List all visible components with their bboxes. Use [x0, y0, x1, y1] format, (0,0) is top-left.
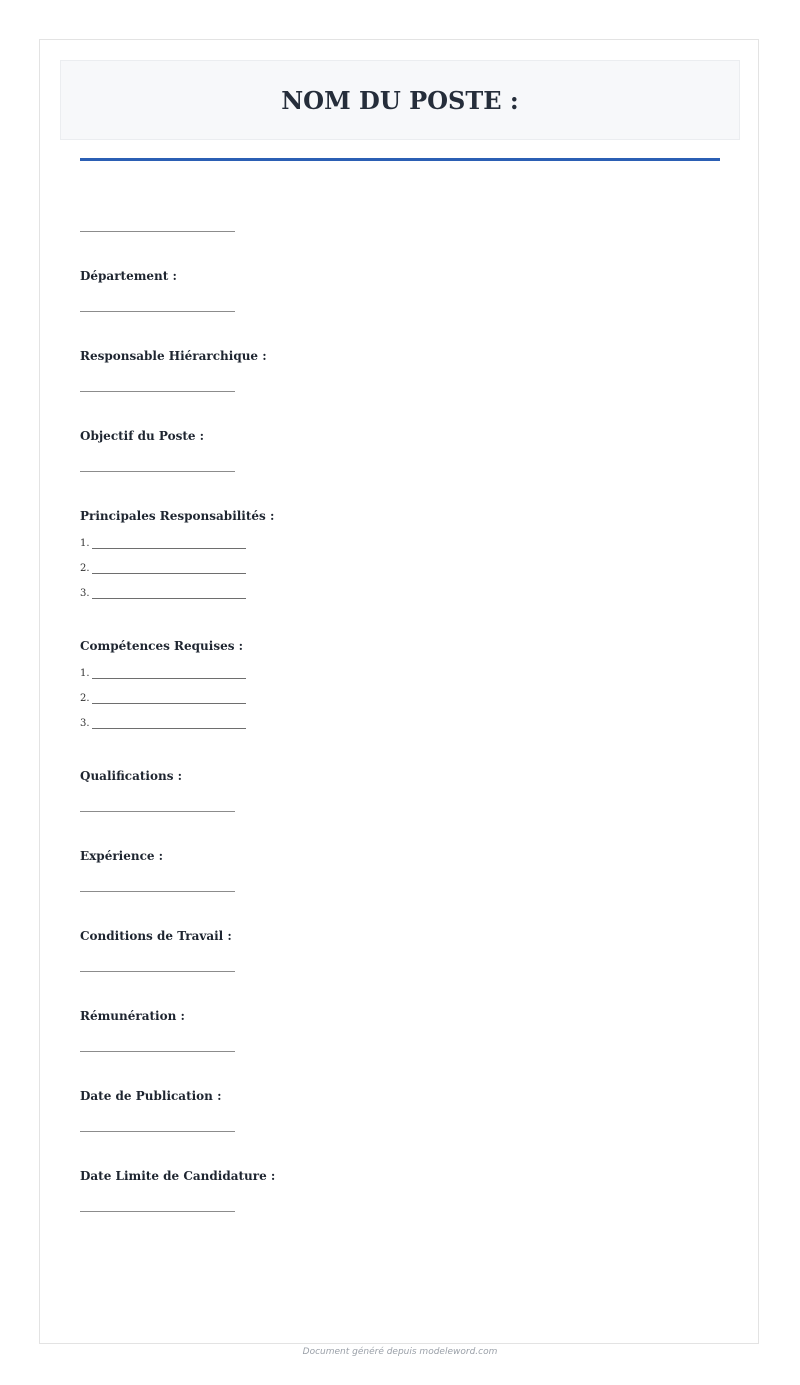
list-item-line[interactable] [92, 668, 246, 679]
field-label-date-limite: Date Limite de Candidature : [80, 1169, 276, 1183]
field-label-conditions: Conditions de Travail : [80, 929, 232, 943]
list-item[interactable] [80, 718, 246, 732]
list-item-line[interactable] [92, 718, 246, 729]
field-label-responsabilites: Principales Responsabilités : [80, 509, 275, 523]
field-line-qualifications[interactable] [80, 811, 235, 812]
list-item[interactable] [80, 693, 246, 707]
list-item-line[interactable] [92, 693, 246, 704]
field-line-date-limite[interactable] [80, 1211, 235, 1212]
field-label-date-publication: Date de Publication : [80, 1089, 222, 1103]
list-item[interactable] [80, 563, 246, 577]
field-line-date-publication[interactable] [80, 1131, 235, 1132]
list-item[interactable] [80, 538, 246, 552]
field-line-experience[interactable] [80, 891, 235, 892]
field-label-departement: Département : [80, 269, 177, 283]
list-item-number: 1. [80, 668, 90, 679]
field-label-competences: Compétences Requises : [80, 639, 244, 653]
page-title: NOM DU POSTE : [281, 85, 519, 115]
title-fill-line[interactable] [80, 231, 235, 232]
list-item[interactable] [80, 668, 246, 682]
field-line-remuneration[interactable] [80, 1051, 235, 1052]
list-item-line[interactable] [92, 538, 246, 549]
title-divider [80, 158, 720, 161]
list-item-number: 2. [80, 563, 90, 574]
list-item-line[interactable] [92, 588, 246, 599]
field-line-conditions[interactable] [80, 971, 235, 972]
field-label-remuneration: Rémunération : [80, 1009, 185, 1023]
list-item-number: 2. [80, 693, 90, 704]
field-label-experience: Expérience : [80, 849, 164, 863]
list-item-number: 1. [80, 538, 90, 549]
field-line-departement[interactable] [80, 311, 235, 312]
field-label-responsable: Responsable Hiérarchique : [80, 349, 267, 363]
list-item[interactable] [80, 588, 246, 602]
document-page [39, 39, 759, 1344]
field-label-objectif: Objectif du Poste : [80, 429, 205, 443]
list-item-number: 3. [80, 718, 90, 729]
field-line-responsable[interactable] [80, 391, 235, 392]
footer-credit: Document généré depuis modeleword.com [302, 1347, 498, 1357]
list-item-number: 3. [80, 588, 90, 599]
field-label-qualifications: Qualifications : [80, 769, 183, 783]
title-banner [60, 60, 740, 140]
list-item-line[interactable] [92, 563, 246, 574]
field-line-objectif[interactable] [80, 471, 235, 472]
